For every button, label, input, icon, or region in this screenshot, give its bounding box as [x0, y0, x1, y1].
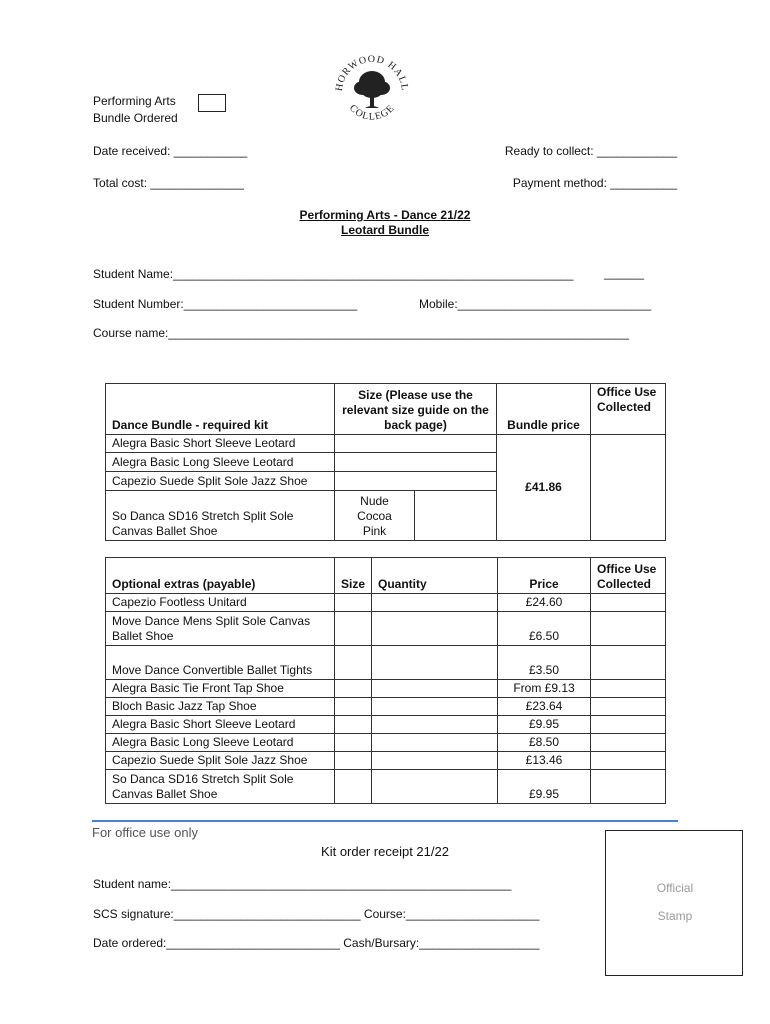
- logo-bottom-text: COLLEGE: [346, 102, 398, 123]
- bundle-ordered-label-line1: Performing Arts: [93, 94, 176, 108]
- receipt-student-name-field[interactable]: Student name:___________________________________________________: [93, 877, 512, 891]
- extras-office-cell[interactable]: [591, 770, 666, 804]
- extras-item: Alegra Basic Short Sleeve Leotard: [106, 716, 335, 734]
- bundle-header-office: Office Use Collected: [591, 384, 666, 435]
- extras-header-office: Office Use Collected: [591, 558, 666, 594]
- bundle-size-cell[interactable]: [415, 491, 497, 541]
- extras-office-cell[interactable]: [591, 752, 666, 770]
- extras-price: From £9.13: [498, 680, 591, 698]
- extras-office-cell[interactable]: [591, 612, 666, 646]
- extras-header-price: Price: [498, 558, 591, 594]
- college-logo: [332, 50, 412, 130]
- student-name-field-tail: ______: [604, 266, 645, 280]
- extras-header-quantity: Quantity: [372, 558, 498, 594]
- extras-price: £23.64: [498, 698, 591, 716]
- extras-price: £24.60: [498, 594, 591, 612]
- extras-quantity-cell[interactable]: [372, 698, 498, 716]
- extras-quantity-cell[interactable]: [372, 646, 498, 680]
- scs-signature-field[interactable]: SCS signature:____________________________ Course:____________________: [93, 907, 540, 921]
- extras-price: £9.95: [498, 716, 591, 734]
- date-ordered-field[interactable]: Date ordered:__________________________ Cash/Bursary:__________________: [93, 936, 540, 950]
- extras-size-cell[interactable]: [335, 734, 372, 752]
- extras-price: £8.50: [498, 734, 591, 752]
- logo-top-text: HORWOOD HALL: [333, 53, 411, 92]
- bundle-ordered-label-line2: Bundle Ordered: [93, 111, 178, 125]
- extras-item: So Danca SD16 Stretch Split Sole Canvas Ballet Shoe: [106, 770, 335, 804]
- bundle-item: Capezio Suede Split Sole Jazz Shoe: [106, 472, 335, 491]
- bundle-size-cell[interactable]: [335, 435, 497, 453]
- table-row: [106, 770, 666, 804]
- colour-option: Nude: [360, 494, 389, 508]
- extras-office-cell[interactable]: [591, 716, 666, 734]
- bundle-header-kit: Dance Bundle - required kit: [106, 384, 335, 435]
- extras-item: Move Dance Mens Split Sole Canvas Ballet Shoe: [106, 612, 335, 646]
- bundle-item: Alegra Basic Short Sleeve Leotard: [106, 435, 335, 453]
- extras-price: £9.95: [498, 770, 591, 804]
- student-number-field[interactable]: Student Number:__________________________: [93, 297, 358, 311]
- office-use-label: For office use only: [92, 825, 198, 840]
- extras-header-item: Optional extras (payable): [106, 558, 335, 594]
- table-row: [106, 698, 666, 716]
- extras-price: £13.46: [498, 752, 591, 770]
- extras-size-cell[interactable]: [335, 698, 372, 716]
- total-cost-field[interactable]: Total cost: ______________: [93, 176, 244, 190]
- extras-size-cell[interactable]: [335, 612, 372, 646]
- extras-office-cell[interactable]: [591, 680, 666, 698]
- extras-quantity-cell[interactable]: [372, 734, 498, 752]
- bundle-item: So Danca SD16 Stretch Split Sole Canvas Ballet Shoe: [106, 491, 335, 541]
- extras-item: Bloch Basic Jazz Tap Shoe: [106, 698, 335, 716]
- extras-header-size: Size: [335, 558, 372, 594]
- extras-price: £6.50: [498, 612, 591, 646]
- page-title: Performing Arts - Dance 21/22: [299, 208, 471, 222]
- colour-option: Pink: [362, 524, 387, 538]
- table-row: [106, 680, 666, 698]
- table-row: [106, 716, 666, 734]
- table-row: [106, 734, 666, 752]
- student-name-field[interactable]: Student Name:____________________________________________________________: [93, 267, 574, 281]
- date-received-field[interactable]: Date received: ___________: [93, 144, 248, 158]
- extras-office-cell[interactable]: [591, 734, 666, 752]
- table-row: [106, 612, 666, 646]
- section-divider: [92, 820, 678, 822]
- extras-quantity-cell[interactable]: [372, 716, 498, 734]
- extras-quantity-cell[interactable]: [372, 612, 498, 646]
- bundle-item: Alegra Basic Long Sleeve Leotard: [106, 453, 335, 472]
- bundle-size-cell[interactable]: [335, 453, 497, 472]
- extras-item: Move Dance Convertible Ballet Tights: [106, 646, 335, 680]
- extras-office-cell[interactable]: [591, 646, 666, 680]
- bundle-office-cell[interactable]: [591, 435, 666, 541]
- bundle-colour-options: [335, 491, 415, 541]
- extras-office-cell[interactable]: [591, 698, 666, 716]
- receipt-title: Kit order receipt 21/22: [321, 844, 449, 859]
- course-name-field[interactable]: Course name:_____________________________________________________________________: [93, 326, 629, 340]
- bundle-table: [105, 383, 666, 541]
- extras-size-cell[interactable]: [335, 594, 372, 612]
- extras-quantity-cell[interactable]: [372, 752, 498, 770]
- extras-size-cell[interactable]: [335, 716, 372, 734]
- extras-size-cell[interactable]: [335, 646, 372, 680]
- table-row: [106, 594, 666, 612]
- extras-item: Capezio Suede Split Sole Jazz Shoe: [106, 752, 335, 770]
- extras-item: Alegra Basic Tie Front Tap Shoe: [106, 680, 335, 698]
- extras-item: Capezio Footless Unitard: [106, 594, 335, 612]
- extras-size-cell[interactable]: [335, 680, 372, 698]
- page-subtitle: Leotard Bundle: [340, 223, 429, 237]
- tree-logo-icon: [332, 50, 412, 130]
- official-stamp-box: [605, 830, 743, 976]
- bundle-header-price: Bundle price: [497, 384, 591, 435]
- extras-quantity-cell[interactable]: [372, 594, 498, 612]
- mobile-field[interactable]: Mobile:_____________________________: [419, 297, 652, 311]
- table-row: [106, 646, 666, 680]
- extras-item: Alegra Basic Long Sleeve Leotard: [106, 734, 335, 752]
- bundle-header-size: Size (Please use the relevant size guide on the back page): [335, 384, 497, 435]
- colour-option: Cocoa: [357, 509, 392, 523]
- extras-size-cell[interactable]: [335, 770, 372, 804]
- stamp-label-line2: Stamp: [657, 909, 693, 923]
- extras-quantity-cell[interactable]: [372, 680, 498, 698]
- bundle-price-value: £41.86: [525, 480, 562, 494]
- stamp-label-line1: Official: [656, 881, 694, 895]
- extras-quantity-cell[interactable]: [372, 770, 498, 804]
- bundle-size-cell[interactable]: [335, 472, 497, 491]
- extras-price: £3.50: [498, 646, 591, 680]
- bundle-price: [497, 435, 591, 541]
- payment-method-field[interactable]: Payment method: __________: [512, 176, 677, 190]
- extras-size-cell[interactable]: [335, 752, 372, 770]
- bundle-ordered-checkbox[interactable]: [198, 94, 226, 112]
- ready-to-collect-field[interactable]: Ready to collect: ____________: [504, 144, 677, 158]
- table-row: [106, 752, 666, 770]
- extras-office-cell[interactable]: [591, 594, 666, 612]
- extras-table: [105, 557, 666, 804]
